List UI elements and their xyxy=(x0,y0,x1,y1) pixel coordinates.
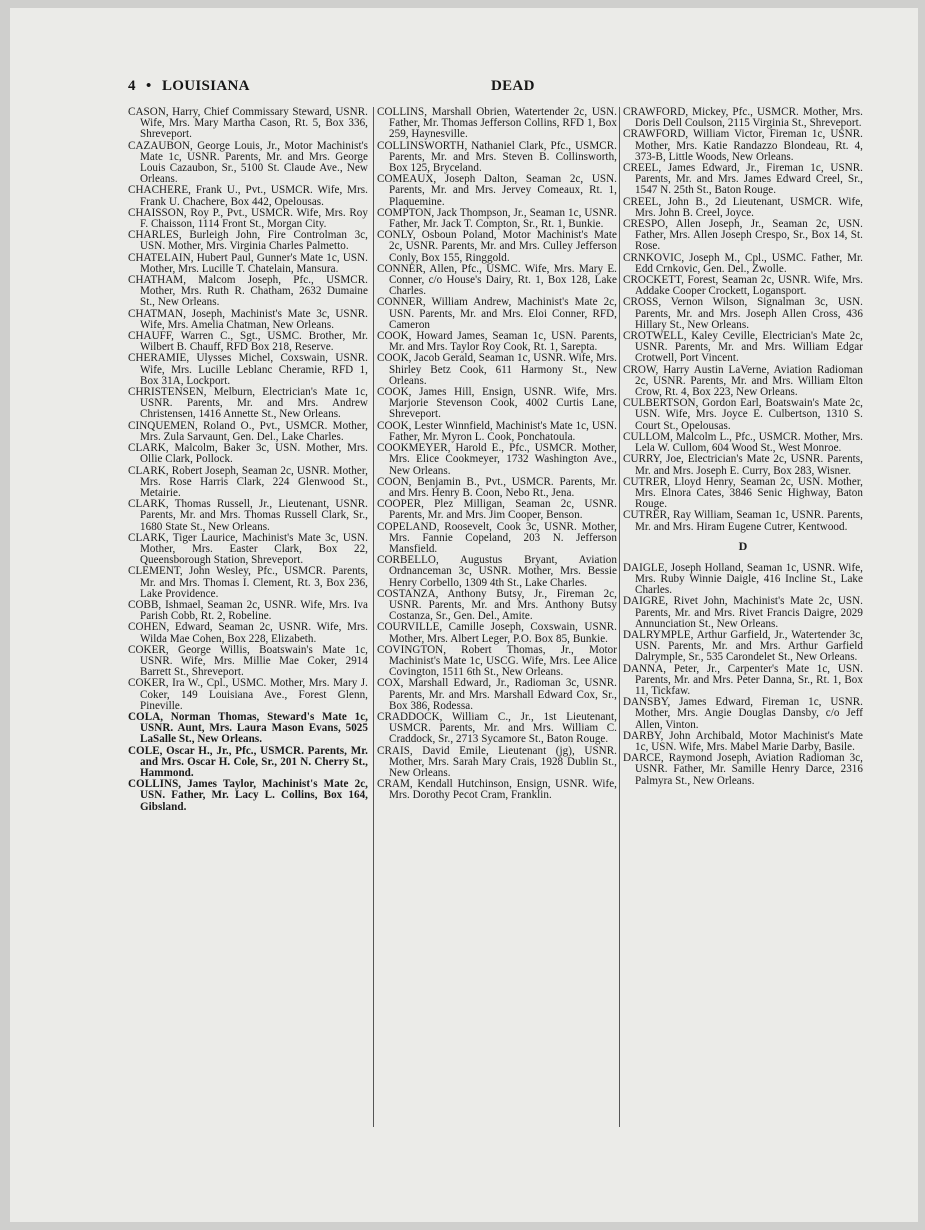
casualty-entry: CHATHAM, Malcom Joseph, Pfc., USMCR. Mother, Mrs. Ruth R. Chatham, 2632 Dumaine St., New Orleans. xyxy=(128,274,368,309)
casualty-entry: DAIGLE, Joseph Holland, Seaman 1c, USNR. Wife, Mrs. Ruby Winnie Daigle, 416 Incline St., Lake Charles. xyxy=(623,561,863,597)
casualty-entry: CULLOM, Malcolm L., Pfc., USMCR. Mother, Mrs. Lela W. Cullom, 604 Wood St., West Monroe. xyxy=(623,430,863,455)
casualty-entry: COMPTON, Jack Thompson, Jr., Seaman 1c, USNR. Father, Mr. Jack T. Compton, Sr., Rt. 1, Bunkie. xyxy=(377,206,617,231)
casualty-entry: COLE, Oscar H., Jr., Pfc., USMCR. Parents, Mr. and Mrs. Oscar H. Cole, Sr., 201 N. Cherry St., Hammond. xyxy=(128,744,368,779)
casualty-entry: DARBY, John Archibald, Motor Machinist's Mate 1c, USN. Wife, Mrs. Mabel Marie Darby, Basile. xyxy=(623,729,863,753)
column-2 xyxy=(377,107,617,802)
casualty-entry: CROW, Harry Austin LaVerne, Aviation Radioman 2c, USNR. Parents, Mr. and Mrs. William Elton Crow, Rt. 4, Box 223, New Orleans. xyxy=(623,363,863,399)
casualty-entry: CUTRER, Ray William, Seaman 1c, USNR. Parents, Mr. and Mrs. Hiram Eugene Cutrer, Kentwood. xyxy=(623,509,863,533)
casualty-entry: COMEAUX, Joseph Dalton, Seaman 2c, USN. Parents, Mr. and Mrs. Jervey Comeaux, Rt. 1, Plaquemine. xyxy=(377,173,617,208)
casualty-entry: CLEMENT, John Wesley, Pfc., USMCR. Parents, Mr. and Mrs. Thomas I. Clement, Rt. 3, Box 236, Lake Providence. xyxy=(128,565,368,600)
casualty-entry: CLARK, Thomas Russell, Jr., Lieutenant, USNR. Parents, Mr. and Mrs. Thomas Russell Clark, Sr., 1680 State St., New Orleans. xyxy=(128,498,368,533)
casualty-entry: CHAISSON, Roy P., Pvt., USMCR. Wife, Mrs. Roy F. Chaisson, 1114 Front St., Morgan City. xyxy=(128,206,368,231)
section-title: DEAD xyxy=(491,78,535,94)
casualty-entry: CROCKETT, Forest, Seaman 2c, USNR. Wife, Mrs. Addake Cooper Crockett, Logansport. xyxy=(623,274,863,298)
casualty-entry: COLLINS, Marshall Obrien, Watertender 2c, USN. Father, Mr. Thomas Jefferson Collins, RFD 1, Box 259, Haynesville. xyxy=(377,106,617,141)
casualty-entry: COOK, Lester Winnfield, Machinist's Mate 1c, USN. Father, Mr. Myron L. Cook, Ponchatoula. xyxy=(377,419,617,443)
casualty-entry: COLA, Norman Thomas, Steward's Mate 1c, USNR. Aunt, Mrs. Laura Mason Evans, 5025 LaSalle St., New Orleans. xyxy=(128,710,368,746)
casualty-entry: COX, Marshall Edward, Jr., Radioman 3c, USNR. Parents, Mr. and Mrs. Marshall Edward Cox, Sr., Box 386, Rodessa. xyxy=(377,677,617,712)
casualty-entry: CREEL, John B., 2d Lieutenant, USMCR. Wife, Mrs. John B. Creel, Joyce. xyxy=(623,195,863,219)
casualty-entry: DALRYMPLE, Arthur Garfield, Jr., Watertender 3c, USN. Parents, Mr. and Mrs. Arthur Garfield Dalrymple, Sr., 535 Carondelet St., New Orleans. xyxy=(623,628,863,664)
casualty-entry: CLARK, Robert Joseph, Seaman 2c, USNR. Mother, Mrs. Rose Harris Clark, 224 Glenwood St., Metairie. xyxy=(128,464,368,499)
casualty-entry: CHATMAN, Joseph, Machinist's Mate 3c, USNR. Wife, Mrs. Amelia Chatman, New Orleans. xyxy=(128,307,368,331)
casualty-entry: CRESPO, Allen Joseph, Jr., Seaman 2c, USN. Father, Mrs. Allen Joseph Crespo, Sr., Box 14, St. Rose. xyxy=(623,218,863,253)
casualty-entry: COOK, Jacob Gerald, Seaman 1c, USNR. Wife, Mrs. Shirley Betz Cook, 611 Harmony St., New Orleans. xyxy=(377,352,617,387)
casualty-entry: CHACHERE, Frank U., Pvt., USMCR. Wife, Mrs. Frank U. Chachere, Box 442, Opelousas. xyxy=(128,184,368,208)
casualty-entry: CURRY, Joe, Electrician's Mate 2c, USNR. Parents, Mr. and Mrs. Joseph E. Curry, Box 283, Wisner. xyxy=(623,453,863,477)
column-divider xyxy=(619,107,620,1127)
casualty-entry: CULBERTSON, Gordon Earl, Boatswain's Mate 2c, USN. Wife, Mrs. Joyce E. Culbertson, 1310 S. Court St., Opelousas. xyxy=(623,397,863,432)
casualty-entry: CHERAMIE, Ulysses Michel, Coxswain, USNR. Wife, Mrs. Lucille Leblanc Cheramie, RFD 1, Box 31A, Lockport. xyxy=(128,352,368,387)
casualty-entry: COKER, George Willis, Boatswain's Mate 1c, USNR. Wife, Mrs. Millie Mae Coker, 2914 Barrett St., Shreveport. xyxy=(128,643,368,679)
casualty-entry: CROSS, Vernon Wilson, Signalman 3c, USN. Parents, Mr. and Mrs. Joseph Allen Cross, 436 Hillary St., New Orleans. xyxy=(623,296,863,331)
casualty-entry: DAIGRE, Rivet John, Machinist's Mate 2c, USN. Parents, Mr. and Mrs. Rivet Francis Daigre, 2029 Annunciation St., New Orleans. xyxy=(623,595,863,630)
casualty-entry: COOK, James Hill, Ensign, USNR. Wife, Mrs. Marjorie Stevenson Cook, 4002 Curtis Lane, Shreveport. xyxy=(377,386,617,421)
casualty-entry: COON, Benjamin B., Pvt., USMCR. Parents, Mr. and Mrs. Henry B. Coon, Nebo Rt., Jena. xyxy=(377,475,617,499)
casualty-entry: DANSBY, James Edward, Fireman 1c, USNR. Mother, Mrs. Angie Douglas Dansby, c/o Jeff Allen, Vinton. xyxy=(623,696,863,731)
casualty-entry: COPELAND, Roosevelt, Cook 3c, USNR. Mother, Mrs. Fannie Copeland, 203 N. Jefferson Mansfield. xyxy=(377,520,617,555)
casualty-entry: COLLINSWORTH, Nathaniel Clark, Pfc., USMCR. Parents, Mr. and Mrs. Steven B. Collinsworth, Box 125, Bryceland. xyxy=(377,139,617,175)
casualty-entry: CHAUFF, Warren C., Sgt., USMC. Brother, Mr. Wilbert B. Chauff, RFD Box 218, Reserve. xyxy=(128,330,368,354)
casualty-entry: CRADDOCK, William C., Jr., 1st Lieutenant, USMCR. Parents, Mr. and Mrs. William C. Craddock, Sr., 2713 Sycamore St., Baton Rouge. xyxy=(377,710,617,746)
casualty-entry: CRAWFORD, Mickey, Pfc., USMCR. Mother, Mrs. Doris Dell Coulson, 2115 Virginia St., Shreveport. xyxy=(623,106,863,130)
casualty-entry: DARCE, Raymond Joseph, Aviation Radioman 3c, USNR. Father, Mr. Samille Henry Darce, 2316 Palmyra St., New Orleans. xyxy=(623,752,863,787)
casualty-entry: COURVILLE, Camille Joseph, Coxswain, USNR. Mother, Mrs. Albert Leger, P.O. Box 85, Bunkie. xyxy=(377,621,617,645)
column-1 xyxy=(128,107,368,813)
casualty-entry: CONNER, Allen, Pfc., USMC. Wife, Mrs. Mary E. Conner, c/o House's Dairy, Rt. 1, Box 128, Lake Charles. xyxy=(377,262,617,298)
casualty-entry: CASON, Harry, Chief Commissary Steward, USNR. Wife, Mrs. Mary Martha Cason, Rt. 5, Box 336, Shreveport. xyxy=(128,106,368,141)
casualty-entry: COOKMEYER, Harold E., Pfc., USMCR. Mother, Mrs. Elice Cookmeyer, 1732 Washington Ave., New Orleans. xyxy=(377,442,617,477)
casualty-entry: CLARK, Malcolm, Baker 3c, USN. Mother, Mrs. Ollie Clark, Pollock. xyxy=(128,442,368,466)
casualty-entry: CHATELAIN, Hubert Paul, Gunner's Mate 1c, USN. Mother, Mrs. Lucille T. Chatelain, Mansura. xyxy=(128,251,368,275)
casualty-entry: CRNKOVIC, Joseph M., Cpl., USMC. Father, Mr. Edd Crnkovic, Gen. Del., Zwolle. xyxy=(623,251,863,275)
casualty-entry: COSTANZA, Anthony Butsy, Jr., Fireman 2c, USNR. Parents, Mr. and Mrs. Anthony Butsy Costanza, Sr., Gen. Del., Amite. xyxy=(377,587,617,623)
casualty-entry: CAZAUBON, George Louis, Jr., Motor Machinist's Mate 1c, USNR. Parents, Mr. and Mrs. George Louis Cazaubon, Sr., 5100 St. Claude Ave., New Orleans. xyxy=(128,139,368,186)
column-3 xyxy=(623,107,863,787)
casualty-entry: COVINGTON, Robert Thomas, Jr., Motor Machinist's Mate 1c, USCG. Wife, Mrs. Lee Alice Covington, 1511 6th St., New Orleans. xyxy=(377,643,617,679)
casualty-entry: COOPER, Plez Milligan, Seaman 2c, USNR. Parents, Mr. and Mrs. Jim Cooper, Benson. xyxy=(377,498,617,522)
casualty-entry: CINQUEMEN, Roland O., Pvt., USMCR. Mother, Mrs. Zula Sarvaunt, Gen. Del., Lake Charles. xyxy=(128,419,368,443)
section-letter-heading: D xyxy=(738,538,748,553)
header-bullet: • xyxy=(146,78,152,94)
casualty-entry: CORBELLO, Augustus Bryant, Aviation Ordnanceman 3c, USNR. Mother, Mrs. Bessie Henry Corbello, 1309 4th St., Lake Charles. xyxy=(377,554,617,589)
casualty-entry: CRAIS, David Emile, Lieutenant (jg), USNR. Mother, Mrs. Sarah Mary Crais, 1928 Dublin St., New Orleans. xyxy=(377,744,617,779)
casualty-entry: COHEN, Edward, Seaman 2c, USNR. Wife, Mrs. Wilda Mae Cohen, Box 228, Elizabeth. xyxy=(128,621,368,645)
casualty-entry: CREEL, James Edward, Jr., Fireman 1c, USNR. Parents, Mr. and Mrs. James Edward Creel, Sr., 1547 N. 25th St., Baton Rouge. xyxy=(623,162,863,197)
casualty-entry: COKER, Ira W., Cpl., USMC. Mother, Mrs. Mary J. Coker, 149 Louisiana Ave., Forest Glenn, Pineville. xyxy=(128,677,368,712)
casualty-entry: CUTRER, Lloyd Henry, Seaman 2c, USN. Mother, Mrs. Elnora Cates, 3846 Senic Highway, Baton Rouge. xyxy=(623,475,863,511)
casualty-entry: CRAM, Kendall Hutchinson, Ensign, USNR. Wife, Mrs. Dorothy Pecot Cram, Franklin. xyxy=(377,778,617,802)
column-divider xyxy=(373,107,374,1127)
casualty-entry: DANNA, Peter, Jr., Carpenter's Mate 1c, USN. Parents, Mr. and Mrs. Peter Danna, Sr., Rt. 1, Box 11, Tickfaw. xyxy=(623,662,863,697)
document-page xyxy=(10,8,918,1222)
casualty-entry: CHRISTENSEN, Melburn, Electrician's Mate 1c, USNR. Parents, Mr. and Mrs. Andrew Christensen, 1416 Annette St., New Orleans. xyxy=(128,386,368,421)
state-title: LOUISIANA xyxy=(162,78,250,94)
casualty-entry: COBB, Ishmael, Seaman 2c, USNR. Wife, Mrs. Iva Parish Cobb, Rt. 2, Robeline. xyxy=(128,598,368,623)
casualty-entry: CLARK, Tiger Laurice, Machinist's Mate 3c, USN. Mother, Mrs. Easter Clark, Box 22, Queensborough Station, Shreveport. xyxy=(128,531,368,567)
casualty-entry: COLLINS, James Taylor, Machinist's Mate 2c, USN. Father, Mr. Lacy L. Collins, Box 164, Gibsland. xyxy=(128,778,368,813)
page-number: 4 xyxy=(128,78,136,94)
casualty-entry: CONLY, Osboun Poland, Motor Machinist's Mate 2c, USNR. Parents, Mr. and Mrs. Culley Jefferson Conly, Box 155, Ringgold. xyxy=(377,229,617,264)
page-header xyxy=(128,78,868,98)
casualty-entry: COOK, Howard James, Seaman 1c, USN. Parents, Mr. and Mrs. Taylor Roy Cook, Rt. 1, Sarepta. xyxy=(377,330,617,354)
casualty-entry: CONNER, William Andrew, Machinist's Mate 2c, USN. Parents, Mr. and Mrs. Eloi Conner, RFD, Cameron xyxy=(377,296,617,331)
casualty-entry: CROTWELL, Kaley Ceville, Electrician's Mate 2c, USNR. Parents, Mr. and Mrs. William Edgar Crotwell, Port Vincent. xyxy=(623,330,863,365)
casualty-entry: CHARLES, Burleigh John, Fire Controlman 3c, USN. Mother, Mrs. Virginia Charles Palmetto. xyxy=(128,229,368,253)
casualty-entry: CRAWFORD, William Victor, Fireman 1c, USNR. Mother, Mrs. Katie Randazzo Blondeau, Rt. 4, 373-B, Little Woods, New Orleans. xyxy=(623,128,863,163)
